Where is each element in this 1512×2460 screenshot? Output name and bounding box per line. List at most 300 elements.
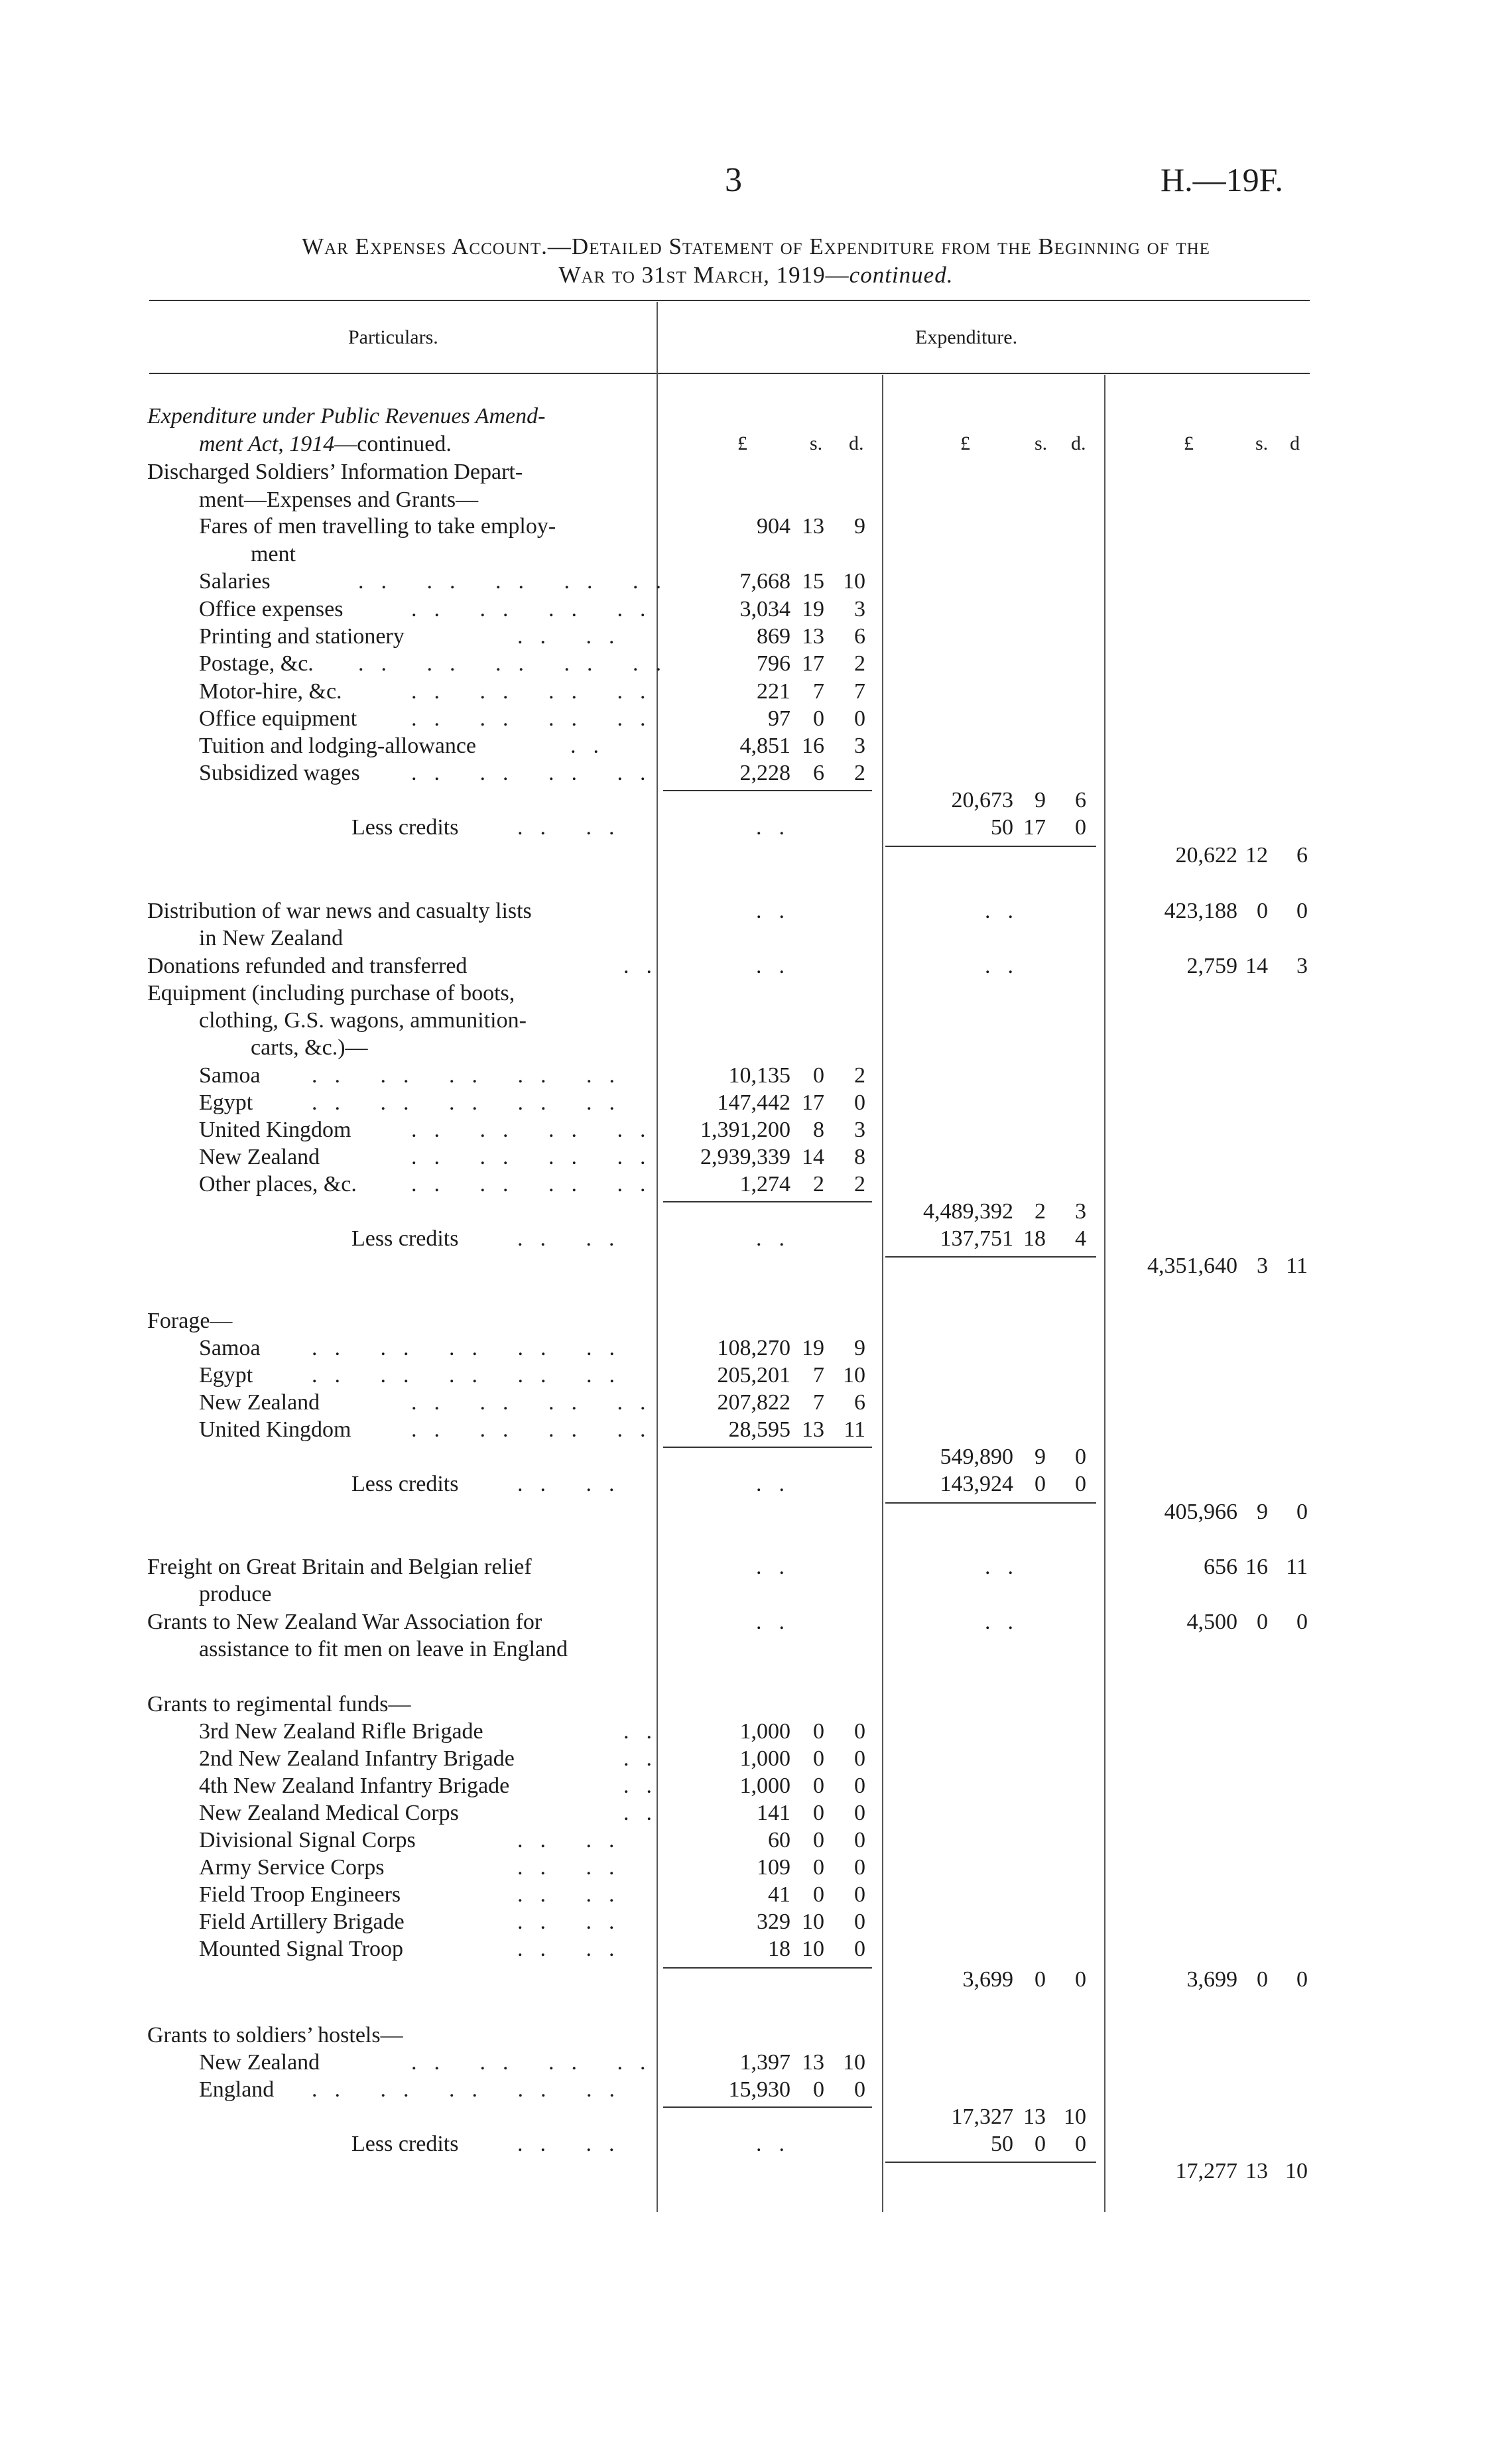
leader: .. xyxy=(586,1882,632,1907)
forage-egypt-pence: 10 xyxy=(843,1363,865,1388)
forage-net-pounds: 405,966 xyxy=(1164,1500,1237,1524)
equipment-egypt-shillings: 17 xyxy=(802,1090,824,1115)
forage-credits-pence: 0 xyxy=(1075,1472,1086,1496)
war-news-label-2: in New Zealand xyxy=(199,926,344,950)
hostels-nz-pence: 10 xyxy=(843,2050,865,2075)
freight-shillings: 16 xyxy=(1245,1555,1268,1579)
dso-office-expenses-pence: 3 xyxy=(854,597,865,621)
dso-motor-hire-shillings: 7 xyxy=(813,679,824,704)
regimental-title: Grants to regimental funds— xyxy=(147,1692,411,1716)
freight-col1-leader: .. xyxy=(756,1555,802,1579)
column-divider-2 xyxy=(882,375,883,2212)
dso-office-expenses-shillings: 19 xyxy=(802,597,824,621)
leader: .. xyxy=(411,761,457,785)
leader: .. xyxy=(479,1118,526,1142)
war-news-col2-leader: .. xyxy=(985,899,1031,923)
dso-subtotal-pence: 6 xyxy=(1075,788,1086,812)
equipment-uk-shillings: 8 xyxy=(813,1118,824,1142)
equipment-other-label: Other places, &c. xyxy=(199,1172,357,1197)
regimental-subtotal-shillings: 0 xyxy=(1035,1967,1046,1992)
forage-subtotal-rule xyxy=(663,1447,872,1448)
donations-pounds: 2,759 xyxy=(1186,954,1237,978)
leader: .. xyxy=(517,1937,563,1961)
regimental-rifle-pence: 0 xyxy=(854,1719,865,1744)
equipment-less-credits-leader xyxy=(517,1226,632,1252)
nzwa-label-1: Grants to New Zealand War Association for xyxy=(147,1610,542,1634)
leader: .. xyxy=(479,1172,526,1197)
leader: .. xyxy=(479,761,526,785)
leader: .. xyxy=(312,1063,357,1088)
equipment-nz-label: New Zealand xyxy=(199,1145,320,1169)
regimental-2nd-inf-pence: 0 xyxy=(854,1746,865,1771)
leader: .. xyxy=(586,1090,632,1115)
col1-pence-header: d. xyxy=(849,432,864,454)
dso-office-equipment-shillings: 0 xyxy=(813,706,824,731)
leader: .. xyxy=(517,2077,564,2102)
dso-postage-shillings: 17 xyxy=(802,651,824,676)
forage-credits-pounds: 143,924 xyxy=(940,1472,1013,1496)
leader: .. xyxy=(312,1090,357,1115)
freight-label-1: Freight on Great Britain and Belgian relief xyxy=(147,1555,532,1579)
leader: .. xyxy=(548,1118,594,1142)
col3-pound-header: £ xyxy=(1184,432,1194,454)
leader: .. xyxy=(495,651,541,676)
col2-pence-header: d. xyxy=(1071,432,1086,454)
regimental-artillery-pence: 0 xyxy=(854,1910,865,1934)
forage-uk-shillings: 13 xyxy=(802,1417,824,1442)
regimental-signal-pounds: 60 xyxy=(768,1828,790,1852)
hostels-credits-pounds: 50 xyxy=(991,2132,1013,2156)
freight-col2-leader: .. xyxy=(985,1555,1031,1579)
hostels-subtotal-pounds: 17,327 xyxy=(951,2104,1013,2129)
donations-col2-leader: .. xyxy=(985,954,1031,978)
forage-credits-col1-leader: .. xyxy=(756,1472,802,1496)
leader: .. xyxy=(548,597,594,621)
forage-egypt-shillings: 7 xyxy=(813,1363,824,1388)
hostels-net-pounds: 17,277 xyxy=(1175,2159,1237,2183)
leader: .. xyxy=(411,706,457,731)
column-divider-3 xyxy=(1104,375,1105,2212)
leader: .. xyxy=(586,2132,632,2156)
leader: .. xyxy=(586,2077,632,2102)
leader: .. xyxy=(449,1363,495,1388)
leader: .. xyxy=(548,761,594,785)
equipment-title-line1: Equipment (including purchase of boots, xyxy=(147,981,515,1005)
equipment-nz-leader xyxy=(411,1145,663,1170)
section-title-line1: Expenditure under Public Revenues Amend- xyxy=(147,404,546,428)
leader: .. xyxy=(517,2132,563,2156)
leader: .. xyxy=(411,2050,457,2075)
col3-pence-header: d xyxy=(1290,432,1300,454)
leader: .. xyxy=(617,706,663,731)
leader: .. xyxy=(380,1090,426,1115)
leader: .. xyxy=(358,569,404,594)
forage-title: Forage— xyxy=(147,1309,233,1333)
regimental-asc-label: Army Service Corps xyxy=(199,1855,385,1880)
freight-label-2: produce xyxy=(199,1582,272,1606)
forage-less-credits-leader xyxy=(517,1472,632,1497)
leader: .. xyxy=(617,761,663,785)
leader: .. xyxy=(380,2077,426,2102)
forage-nz-label: New Zealand xyxy=(199,1390,320,1415)
hostels-england-shillings: 0 xyxy=(813,2077,824,2102)
heading-line2-italic: continued. xyxy=(849,262,954,288)
regimental-medical-label: New Zealand Medical Corps xyxy=(199,1801,459,1825)
dso-subsidized-pence: 2 xyxy=(854,761,865,785)
forage-subtotal-pence: 0 xyxy=(1075,1445,1086,1469)
hostels-nz-pounds: 1,397 xyxy=(739,2050,790,2075)
dso-salaries-shillings: 15 xyxy=(802,569,824,594)
dso-subtotal-shillings: 9 xyxy=(1035,788,1046,812)
dso-title-line2: ment—Expenses and Grants— xyxy=(199,487,479,512)
dso-credits-pounds: 50 xyxy=(991,815,1013,840)
leader: .. xyxy=(564,569,610,594)
regimental-rifle-pounds: 1,000 xyxy=(739,1719,790,1744)
regimental-mounted-label: Mounted Signal Troop xyxy=(199,1937,403,1961)
dso-printing-shillings: 13 xyxy=(802,624,824,649)
regimental-signal-leader xyxy=(517,1828,632,1853)
leader: .. xyxy=(517,1472,563,1496)
forage-samoa-label: Samoa xyxy=(199,1336,261,1360)
table-header-rule xyxy=(149,373,1310,374)
leader: .. xyxy=(517,1090,564,1115)
regimental-mounted-pence: 0 xyxy=(854,1937,865,1961)
leader: .. xyxy=(633,569,678,594)
dso-credits-shillings: 17 xyxy=(1023,815,1046,840)
column-header-expenditure: Expenditure. xyxy=(915,326,1018,348)
regimental-artillery-pounds: 329 xyxy=(757,1910,790,1934)
equipment-uk-label: United Kingdom xyxy=(199,1118,351,1142)
regimental-signal-pence: 0 xyxy=(854,1828,865,1852)
forage-samoa-pence: 9 xyxy=(854,1336,865,1360)
dso-fares-label-1: Fares of men travelling to take employ- xyxy=(199,514,556,539)
regimental-2nd-inf-leader: .. xyxy=(623,1746,669,1771)
page-reference: H.—19F. xyxy=(1161,161,1283,198)
donations-leader: .. xyxy=(623,954,669,978)
leader: .. xyxy=(617,597,663,621)
leader: .. xyxy=(312,1336,357,1360)
equipment-other-shillings: 2 xyxy=(813,1172,824,1197)
leader: .. xyxy=(548,2050,594,2075)
dso-printing-leader xyxy=(517,624,632,649)
equipment-nz-pence: 8 xyxy=(854,1145,865,1169)
regimental-rifle-label: 3rd New Zealand Rifle Brigade xyxy=(199,1719,483,1744)
war-news-label-1: Distribution of war news and casualty lists xyxy=(147,899,532,923)
forage-egypt-pounds: 205,201 xyxy=(717,1363,790,1388)
column-header-particulars: Particulars. xyxy=(348,326,438,348)
hostels-net-pence: 10 xyxy=(1285,2159,1308,2183)
leader: .. xyxy=(586,1937,632,1961)
war-news-pounds: 423,188 xyxy=(1164,899,1237,923)
leader: .. xyxy=(449,1063,495,1088)
dso-motor-hire-leader xyxy=(411,679,663,704)
dso-office-expenses-pounds: 3,034 xyxy=(739,597,790,621)
leader: .. xyxy=(495,569,541,594)
equipment-samoa-shillings: 0 xyxy=(813,1063,824,1088)
regimental-engineers-leader xyxy=(517,1882,632,1908)
regimental-rifle-shillings: 0 xyxy=(813,1719,824,1744)
forage-less-credits-label: Less credits xyxy=(351,1472,459,1496)
dso-fares-pence: 9 xyxy=(854,514,865,539)
leader: .. xyxy=(586,1063,632,1088)
equipment-subtotal-shillings: 2 xyxy=(1035,1199,1046,1224)
leader: .. xyxy=(548,1417,594,1442)
nzwa-col1-leader: .. xyxy=(756,1610,802,1634)
regimental-subtotal-rule xyxy=(663,1967,872,1969)
donations-col1-leader: .. xyxy=(756,954,802,978)
dso-motor-hire-pence: 7 xyxy=(854,679,865,704)
equipment-nz-shillings: 14 xyxy=(802,1145,824,1169)
equipment-credits-shillings: 18 xyxy=(1023,1226,1046,1251)
regimental-artillery-label: Field Artillery Brigade xyxy=(199,1910,405,1934)
regimental-rifle-leader: .. xyxy=(623,1719,669,1744)
nzwa-pounds: 4,500 xyxy=(1186,1610,1237,1634)
section-title-line2 xyxy=(199,432,452,457)
equipment-nz-pounds: 2,939,339 xyxy=(700,1145,790,1169)
forage-nz-pence: 6 xyxy=(854,1390,865,1415)
leader: .. xyxy=(586,1855,632,1880)
leader: .. xyxy=(517,1855,563,1880)
regimental-subtotal-pounds: 3,699 xyxy=(962,1967,1013,1992)
leader: .. xyxy=(380,1063,426,1088)
leader: .. xyxy=(617,2050,663,2075)
regimental-asc-pounds: 109 xyxy=(757,1855,790,1880)
leader: .. xyxy=(517,1363,564,1388)
dso-title-line1: Discharged Soldiers’ Information Depart- xyxy=(147,460,523,484)
forage-samoa-shillings: 19 xyxy=(802,1336,824,1360)
leader: .. xyxy=(586,1910,632,1934)
regimental-medical-leader: .. xyxy=(623,1801,669,1825)
forage-uk-pence: 11 xyxy=(844,1417,865,1442)
equipment-title-line2: clothing, G.S. wagons, ammunition- xyxy=(199,1008,527,1033)
hostels-title: Grants to soldiers’ hostels— xyxy=(147,2023,403,2047)
leader: .. xyxy=(479,1390,526,1415)
dso-less-credits-leader xyxy=(517,815,632,840)
donations-pence: 3 xyxy=(1296,954,1308,978)
leader: .. xyxy=(411,679,457,704)
leader: .. xyxy=(426,569,473,594)
dso-fares-shillings: 13 xyxy=(802,514,824,539)
dso-fares-pounds: 904 xyxy=(757,514,790,539)
regimental-signal-shillings: 0 xyxy=(813,1828,824,1852)
dso-subtotal-pounds: 20,673 xyxy=(951,788,1013,812)
leader: .. xyxy=(479,1145,526,1169)
forage-samoa-leader xyxy=(312,1336,632,1361)
dso-subtotal-rule xyxy=(663,790,872,791)
leader: .. xyxy=(586,624,632,649)
forage-subtotal-shillings: 9 xyxy=(1035,1445,1046,1469)
equipment-subtotal-rule xyxy=(663,1201,872,1202)
leader: .. xyxy=(586,1336,632,1360)
col1-shilling-header: s. xyxy=(810,432,823,454)
equipment-net-pence: 11 xyxy=(1286,1254,1308,1278)
war-news-shillings: 0 xyxy=(1257,899,1268,923)
regimental-asc-shillings: 0 xyxy=(813,1855,824,1880)
forage-uk-pounds: 28,595 xyxy=(728,1417,790,1442)
leader: .. xyxy=(517,1336,564,1360)
leader: .. xyxy=(517,1226,563,1251)
leader: .. xyxy=(517,1828,563,1852)
leader: .. xyxy=(479,706,526,731)
dso-postage-label: Postage, &c. xyxy=(199,651,314,676)
equipment-samoa-pence: 2 xyxy=(854,1063,865,1088)
hostels-nz-shillings: 13 xyxy=(802,2050,824,2075)
col2-shilling-header: s. xyxy=(1035,432,1048,454)
heading-line2 xyxy=(0,262,1512,289)
leader: .. xyxy=(411,1118,457,1142)
dso-fares-label-2: ment xyxy=(251,542,296,566)
regimental-medical-pence: 0 xyxy=(854,1801,865,1825)
dso-office-equipment-pence: 0 xyxy=(854,706,865,731)
leader: .. xyxy=(548,679,594,704)
freight-pounds: 656 xyxy=(1204,1555,1237,1579)
forage-nz-leader xyxy=(411,1390,663,1415)
hostels-net-shillings: 13 xyxy=(1245,2159,1268,2183)
forage-net-rule xyxy=(885,1502,1096,1504)
forage-subtotal-pounds: 549,890 xyxy=(940,1445,1013,1469)
heading-line2-main: War to 31st March, 1919— xyxy=(558,262,850,288)
equipment-egypt-leader xyxy=(312,1090,632,1116)
regimental-asc-leader xyxy=(517,1855,632,1880)
leader: .. xyxy=(586,1828,632,1852)
war-news-col1-leader: .. xyxy=(756,899,802,923)
dso-office-equipment-label: Office equipment xyxy=(199,706,357,731)
regimental-2nd-inf-pounds: 1,000 xyxy=(739,1746,790,1771)
regimental-artillery-leader xyxy=(517,1910,632,1935)
regimental-net-shillings: 0 xyxy=(1257,1967,1268,1992)
leader: .. xyxy=(358,651,404,676)
regimental-4th-inf-pence: 0 xyxy=(854,1774,865,1798)
equipment-egypt-pence: 0 xyxy=(854,1090,865,1115)
dso-office-expenses-label: Office expenses xyxy=(199,597,344,621)
forage-egypt-leader xyxy=(312,1363,632,1388)
nzwa-shillings: 0 xyxy=(1257,1610,1268,1634)
leader: .. xyxy=(586,1363,632,1388)
forage-uk-label: United Kingdom xyxy=(199,1417,351,1442)
dso-net-shillings: 12 xyxy=(1245,843,1268,868)
equipment-subtotal-pence: 3 xyxy=(1075,1199,1086,1224)
page-number: 3 xyxy=(725,161,742,199)
leader: .. xyxy=(586,815,632,840)
regimental-4th-inf-pounds: 1,000 xyxy=(739,1774,790,1798)
equipment-samoa-leader xyxy=(312,1063,632,1088)
leader: .. xyxy=(517,815,563,840)
forage-nz-shillings: 7 xyxy=(813,1390,824,1415)
equipment-egypt-pounds: 147,442 xyxy=(717,1090,790,1115)
leader: .. xyxy=(479,2050,526,2075)
dso-office-equipment-leader xyxy=(411,706,663,732)
equipment-samoa-label: Samoa xyxy=(199,1063,261,1088)
regimental-signal-label: Divisional Signal Corps xyxy=(199,1828,416,1852)
table-top-rule xyxy=(149,300,1310,301)
dso-office-expenses-leader xyxy=(411,597,663,622)
forage-nz-pounds: 207,822 xyxy=(717,1390,790,1415)
forage-net-pence: 0 xyxy=(1296,1500,1308,1524)
leader: .. xyxy=(479,679,526,704)
leader: .. xyxy=(411,1417,457,1442)
hostels-england-pounds: 15,930 xyxy=(728,2077,790,2102)
equipment-credits-col1-leader: .. xyxy=(756,1226,802,1251)
col1-pound-header: £ xyxy=(737,432,747,454)
leader: .. xyxy=(617,1417,663,1442)
nzwa-label-2: assistance to fit men on leave in England xyxy=(199,1637,568,1661)
leader: .. xyxy=(411,597,457,621)
dso-salaries-leader xyxy=(358,569,678,594)
equipment-net-shillings: 3 xyxy=(1257,1254,1268,1278)
regimental-mounted-shillings: 10 xyxy=(802,1937,824,1961)
leader: .. xyxy=(517,1882,563,1907)
leader: .. xyxy=(380,1363,426,1388)
equipment-title-line3: carts, &c.)— xyxy=(251,1035,368,1060)
dso-tuition-pounds: 4,851 xyxy=(739,734,790,758)
equipment-subtotal-pounds: 4,489,392 xyxy=(923,1199,1013,1224)
regimental-medical-pounds: 141 xyxy=(757,1801,790,1825)
hostels-nz-leader xyxy=(411,2050,663,2075)
equipment-net-pounds: 4,351,640 xyxy=(1147,1254,1237,1278)
regimental-2nd-inf-label: 2nd New Zealand Infantry Brigade xyxy=(199,1746,515,1771)
equipment-egypt-label: Egypt xyxy=(199,1090,253,1115)
dso-postage-pence: 2 xyxy=(854,651,865,676)
dso-office-equipment-pounds: 97 xyxy=(768,706,790,731)
leader: .. xyxy=(449,2077,495,2102)
regimental-subtotal-pence: 0 xyxy=(1075,1967,1086,1992)
dso-subsidized-label: Subsidized wages xyxy=(199,761,360,785)
hostels-england-pence: 0 xyxy=(854,2077,865,2102)
hostels-subtotal-shillings: 13 xyxy=(1023,2104,1046,2129)
leader: .. xyxy=(517,624,563,649)
forage-egypt-label: Egypt xyxy=(199,1363,253,1388)
leader: .. xyxy=(312,1363,357,1388)
leader: .. xyxy=(411,1145,457,1169)
leader: .. xyxy=(548,1172,594,1197)
dso-motor-hire-label: Motor-hire, &c. xyxy=(199,679,342,704)
col3-shilling-header: s. xyxy=(1255,432,1269,454)
dso-tuition-leader: .. xyxy=(570,734,616,758)
dso-salaries-pounds: 7,668 xyxy=(739,569,790,594)
regimental-4th-inf-label: 4th New Zealand Infantry Brigade xyxy=(199,1774,510,1798)
forage-net-shillings: 9 xyxy=(1257,1500,1268,1524)
equipment-uk-pounds: 1,391,200 xyxy=(700,1118,790,1142)
hostels-england-label: England xyxy=(199,2077,275,2102)
forage-credits-shillings: 0 xyxy=(1035,1472,1046,1496)
leader: .. xyxy=(411,1172,457,1197)
regimental-4th-inf-leader: .. xyxy=(623,1774,669,1798)
leader: .. xyxy=(548,706,594,731)
section-title-act: ment Act, 1914 xyxy=(199,432,335,456)
leader: .. xyxy=(411,1390,457,1415)
dso-subsidized-pounds: 2,228 xyxy=(739,761,790,785)
freight-pence: 11 xyxy=(1286,1555,1308,1579)
dso-printing-label: Printing and stationery xyxy=(199,624,405,649)
regimental-net-pence: 0 xyxy=(1296,1967,1308,1992)
dso-less-credits-label: Less credits xyxy=(351,815,459,840)
leader: .. xyxy=(617,1118,663,1142)
regimental-engineers-pence: 0 xyxy=(854,1882,865,1907)
leader: .. xyxy=(449,1336,495,1360)
leader: .. xyxy=(617,1145,663,1169)
dso-postage-leader xyxy=(358,651,678,677)
hostels-credits-col1-leader: .. xyxy=(756,2132,802,2156)
leader: .. xyxy=(380,1336,426,1360)
forage-samoa-pounds: 108,270 xyxy=(717,1336,790,1360)
leader: .. xyxy=(479,1417,526,1442)
leader: .. xyxy=(548,1145,594,1169)
hostels-credits-shillings: 0 xyxy=(1035,2132,1046,2156)
dso-tuition-shillings: 16 xyxy=(802,734,824,758)
dso-tuition-pence: 3 xyxy=(854,734,865,758)
hostels-credits-pence: 0 xyxy=(1075,2132,1086,2156)
donations-label: Donations refunded and transferred xyxy=(147,954,468,978)
